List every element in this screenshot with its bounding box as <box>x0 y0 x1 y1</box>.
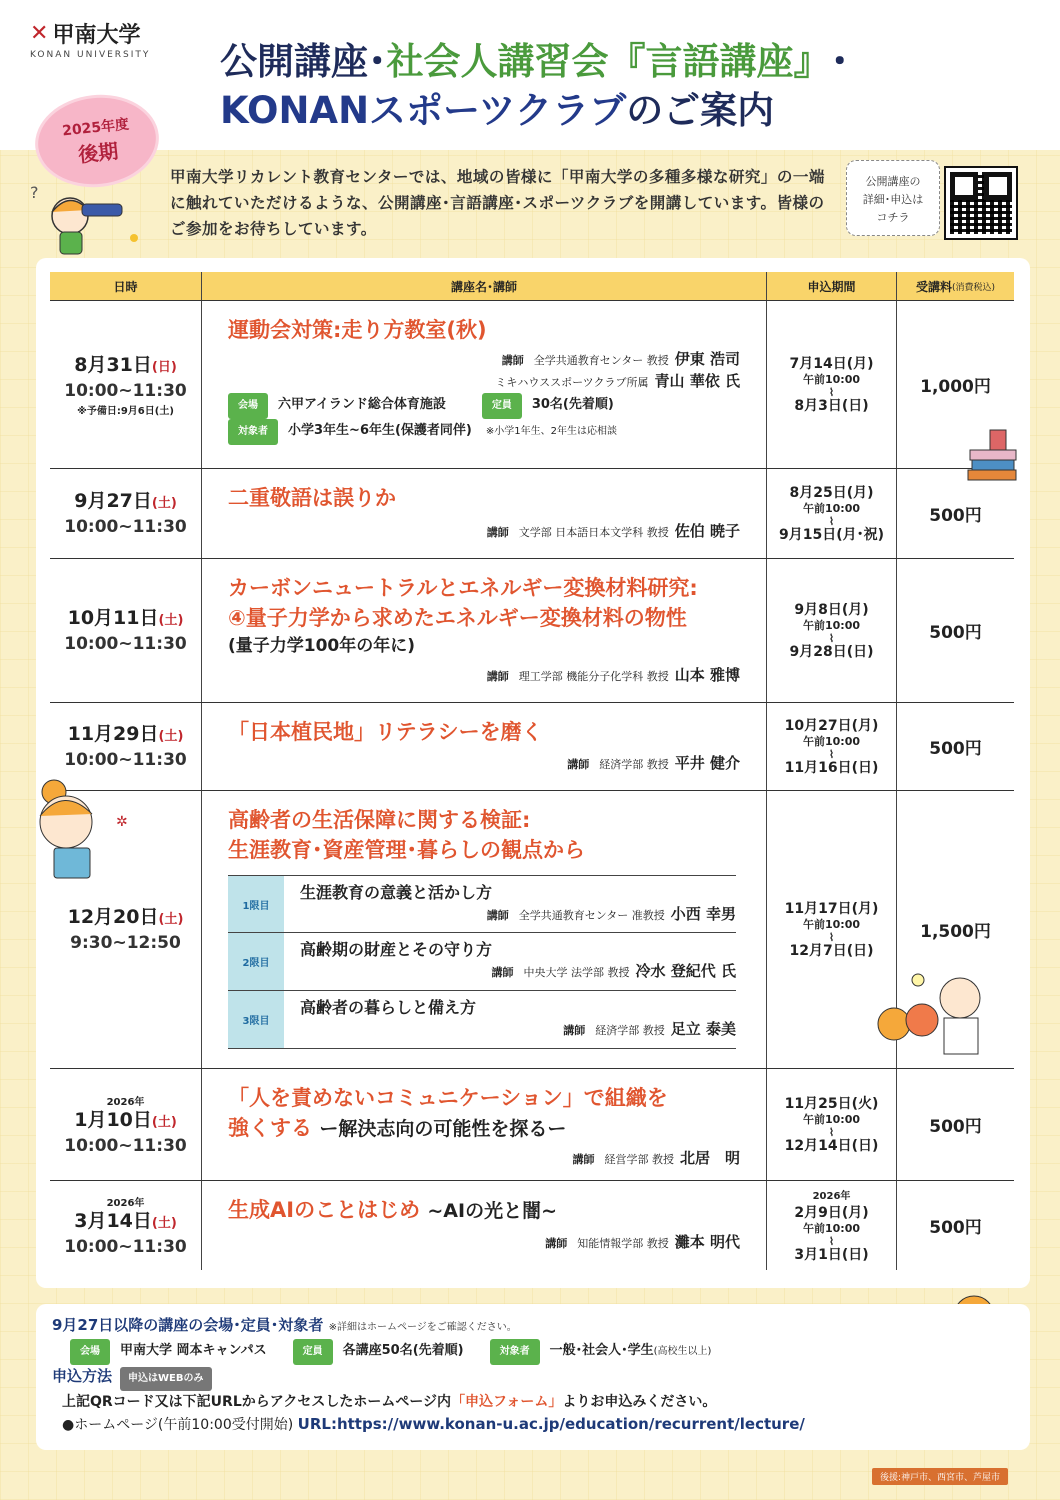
binocular-girl-illustration <box>30 176 150 256</box>
target-note: (高校生以上) <box>653 1346 712 1357</box>
teacher-and-students-illustration <box>870 968 990 1058</box>
time-text: 10:00~11:30 <box>64 1236 187 1257</box>
lecturer-affil: 経済学部 教授 <box>595 1024 665 1037</box>
lecturer-affil: 全学共通教育センター 准教授 <box>518 909 665 922</box>
period-end: 3月1日(日) <box>794 1246 869 1263</box>
header-fee-note: (消費税込) <box>951 282 996 293</box>
course-cell <box>202 1069 767 1180</box>
fee: 500円 <box>929 739 982 759</box>
intro-text: 甲南大学リカレント教育センターでは、地域の皆様に「甲南大学の多種多様な研究」の一端に触れていただけるような、公開講座･言語講座･スポーツクラブを開講しています。皆様のご参加をお待ちしています。 <box>170 168 825 238</box>
lecturer-line <box>300 961 736 983</box>
course-title: 二重敬語は誤りか <box>228 486 396 510</box>
course-title: 「人を責めないコミュニケーション」で組織を <box>228 1086 668 1110</box>
period-time: 午前10:00 <box>802 734 860 748</box>
schedule-panel <box>36 258 1030 1288</box>
title-part-b: 社会人講習会『言語講座』 <box>386 40 831 83</box>
apply-instructions <box>52 1391 1014 1413</box>
period-start: 2月9日(月) <box>794 1204 869 1221</box>
qr-code[interactable] <box>944 166 1018 240</box>
tilde-icon: ⌇ <box>828 1234 835 1248</box>
year-text: 2026年 <box>106 1096 145 1108</box>
venue-text: 甲南大学 岡本キャンパス <box>120 1343 267 1358</box>
lecturer-name-2: 青山 華依 氏 <box>654 372 740 390</box>
weekday: (土) <box>151 496 177 511</box>
session-label: 1限目 <box>228 876 284 932</box>
weekday: (土) <box>158 729 184 744</box>
session-list <box>228 875 736 1049</box>
time-text: 10:00~11:30 <box>64 750 187 770</box>
lecturer-label: 講師 <box>563 1024 586 1037</box>
session-body <box>284 933 736 990</box>
weekday: (土) <box>158 613 184 628</box>
spare-date: ※予備日:9月6日(土) <box>77 405 174 417</box>
fee: 500円 <box>929 1117 982 1137</box>
period-end: 11月16日(日) <box>784 759 879 776</box>
homepage-url-link[interactable]: URL:https://www.konan-u.ac.jp/education/recurrent/lecture/ <box>297 1415 805 1433</box>
venue-heading-note: ※詳細はホームページをご確認ください。 <box>328 1322 517 1333</box>
target-text: 一般･社会人･学生 <box>549 1343 654 1358</box>
row-date <box>50 469 202 558</box>
period-time: 午前10:00 <box>802 917 860 931</box>
qr-code-icon <box>950 172 1012 234</box>
fee: 1,500円 <box>920 922 991 942</box>
course-title-2: 生涯教育･資産管理･暮らしの観点から <box>228 838 585 862</box>
capacity-text: 各講座50名(先着順) <box>342 1343 464 1358</box>
lecturer-affil: 全学共通教育センター 教授 <box>533 354 669 367</box>
course-title: 高齢者の生活保障に関する検証: <box>228 808 531 832</box>
period-start: 11月17日(月) <box>784 900 879 917</box>
lecturer-line <box>228 349 766 371</box>
sponsor-label: 後援:神戸市、西宮市、芦屋市 <box>872 1468 1008 1485</box>
course-title: 「日本植民地」リテラシーを磨く <box>228 720 543 744</box>
course-title-2: 強くする <box>228 1116 312 1140</box>
row-date <box>50 301 202 468</box>
apply-period <box>767 1069 897 1180</box>
lecturer-line <box>300 1019 736 1041</box>
target-note: ※小学1年生、2年生は応相談 <box>485 426 617 437</box>
target-line <box>228 419 766 445</box>
tilde-icon: ⌇ <box>828 747 835 761</box>
target-tag: 対象者 <box>490 1339 540 1365</box>
badge-term: 後期 <box>77 138 120 167</box>
weekday: (土) <box>151 1114 177 1130</box>
lecturer-affil: 文学部 日本語日本文学科 教授 <box>518 526 669 539</box>
time-text: 10:00~11:30 <box>64 517 187 537</box>
course-cell <box>202 559 767 702</box>
tilde-icon: ⌇ <box>828 514 835 528</box>
venue-info-line <box>52 1339 1014 1365</box>
logo-sub: KONAN UNIVERSITY <box>30 50 151 60</box>
header-fee <box>897 272 1014 300</box>
period-start: 9月8日(月) <box>794 601 869 618</box>
venue-heading-text: 9月27日以降の講座の会場･定員･対象者 <box>52 1316 324 1334</box>
session-title: 高齢者の暮らしと備え方 <box>300 998 477 1017</box>
homepage-label: ●ホームページ(午前10:00受付開始) <box>62 1417 294 1433</box>
lecturer-name: 佐伯 暁子 <box>674 522 740 540</box>
period-time: 午前10:00 <box>802 372 860 386</box>
period-start: 8月25日(月) <box>789 484 874 501</box>
year-text: 2026年 <box>106 1197 145 1209</box>
venue-tag: 会場 <box>228 393 268 419</box>
title-part-c: ･ <box>830 40 849 83</box>
period-time: 午前10:00 <box>802 1221 860 1235</box>
course-cell <box>202 1181 767 1270</box>
session-title: 生涯教育の意義と活かし方 <box>300 883 493 902</box>
row-date <box>50 559 202 702</box>
weekday: (土) <box>151 1215 177 1231</box>
info-panel <box>36 1304 1030 1450</box>
apply-period <box>767 559 897 702</box>
course-title-tail: ー解決志向の可能性を探るー <box>319 1118 567 1140</box>
course-cell <box>202 469 767 558</box>
course-cell <box>202 703 767 790</box>
university-logo <box>30 18 150 60</box>
period-time: 午前10:00 <box>802 1112 860 1126</box>
qr-note <box>846 160 940 236</box>
apply-text-a: 上記QRコード又は下記URLからアクセスしたホームページ内 <box>62 1394 452 1410</box>
lecturer-line <box>228 1232 766 1254</box>
qr-note-line2: 詳細･申込は <box>862 193 924 206</box>
target-text: 小学3年生~6年生(保護者同伴) <box>288 423 472 438</box>
lecturer-affil: 経済学部 教授 <box>599 758 669 771</box>
qr-note-line3: コチラ <box>876 211 910 224</box>
table-header <box>50 272 1014 300</box>
session-row <box>228 933 736 991</box>
tilde-icon: ⌇ <box>828 631 835 645</box>
period-start: 10月27日(月) <box>784 717 879 734</box>
lecturer-affil: 中央大学 法学部 教授 <box>523 966 630 979</box>
header-fee-label: 受講料 <box>915 279 952 294</box>
period-year: 2026年 <box>812 1190 851 1202</box>
lecturer-name: 北居 明 <box>679 1149 740 1167</box>
apply-heading <box>52 1365 1014 1391</box>
lecturer-label: 講師 <box>545 1237 568 1250</box>
svg-text:?: ? <box>30 183 39 202</box>
title-part-a: 公開講座･ <box>220 40 387 83</box>
lecturer-label: 講師 <box>486 526 509 539</box>
weekday: (日) <box>151 359 177 375</box>
row-date <box>50 1181 202 1270</box>
logo-name: 甲南大学 <box>52 23 141 48</box>
venue-line <box>228 393 766 419</box>
lecturer-line <box>228 753 766 775</box>
svg-text:✲: ✲ <box>116 814 128 830</box>
fee: 1,000円 <box>920 377 991 397</box>
tilde-icon: ⌇ <box>828 1125 835 1139</box>
logo-mark-icon: ✕ <box>30 21 49 46</box>
capacity-text: 30名(先着順) <box>531 397 614 412</box>
course-cell <box>202 791 767 1068</box>
course-title: 生成AIのことはじめ <box>228 1198 421 1222</box>
table-row <box>50 1180 1014 1270</box>
period-end: 12月14日(日) <box>784 1137 879 1154</box>
apply-heading-text: 申込方法 <box>52 1367 113 1385</box>
period-end: 8月3日(日) <box>794 397 869 414</box>
header-date: 日時 <box>50 272 202 300</box>
table-row <box>50 702 1014 790</box>
lecturer-name: 灘本 明代 <box>674 1233 740 1251</box>
lecturer-affil: 経営学部 教授 <box>604 1153 674 1166</box>
table-row <box>50 468 1014 558</box>
lecturer-name: 足立 泰美 <box>670 1020 736 1038</box>
venue-tag: 会場 <box>70 1339 110 1365</box>
apply-text-c: よりお申込みください。 <box>562 1394 717 1410</box>
period-end: 9月28日(日) <box>789 643 874 660</box>
lecturer-name: 冷水 登紀代 氏 <box>635 962 736 980</box>
header-period: 申込期間 <box>767 272 897 300</box>
course-cell <box>202 301 767 468</box>
date-text: 3月14日 <box>74 1209 152 1232</box>
books-stack-illustration <box>960 420 1024 482</box>
lecturer-label: 講師 <box>486 909 509 922</box>
time-text: 10:00~11:30 <box>64 634 187 654</box>
course-subtitle: (量子力学100年の年に) <box>228 636 416 656</box>
venue-heading <box>52 1314 1014 1339</box>
fee: 500円 <box>929 1218 982 1238</box>
lecturer-line <box>300 904 736 926</box>
session-row <box>228 991 736 1049</box>
lecturer-affil-2: ミキハウススポーツクラブ所属 <box>495 376 649 389</box>
session-title: 高齢期の財産とその守り方 <box>300 940 493 959</box>
lecturer-label: 講師 <box>501 354 524 367</box>
apply-period <box>767 703 897 790</box>
weekday: (土) <box>158 912 184 927</box>
date-text: 11月29日 <box>67 723 159 745</box>
lecturer-line <box>228 665 766 687</box>
tilde-icon: ⌇ <box>828 930 835 944</box>
time-text: 9:30~12:50 <box>70 933 181 953</box>
course-title-tail: ~AIの光と闇~ <box>427 1200 558 1222</box>
lecturer-label: 講師 <box>491 966 514 979</box>
period-start: 7月14日(月) <box>789 355 874 372</box>
target-tag: 対象者 <box>228 419 278 445</box>
session-label: 2限目 <box>228 933 284 990</box>
lecturer-name: 小西 幸男 <box>670 905 736 923</box>
table-row <box>50 558 1014 702</box>
apply-form-link[interactable]: 「申込フォーム」 <box>451 1394 563 1410</box>
course-title: カーボンニュートラルとエネルギー変換材料研究: <box>228 576 698 600</box>
capacity-tag: 定員 <box>482 393 522 419</box>
title-part-e: のご案内 <box>626 89 775 132</box>
course-title: 運動会対策:走り方教室(秋) <box>228 318 487 342</box>
lecturer-line-2 <box>228 371 766 393</box>
date-text: 1月10日 <box>74 1108 152 1131</box>
date-text: 9月27日 <box>74 490 152 512</box>
lecturer-line <box>228 1148 766 1170</box>
time-text: 10:00~11:30 <box>64 380 187 401</box>
header-course: 講座名･講師 <box>202 272 767 300</box>
reading-girl-illustration <box>24 776 128 886</box>
page-title <box>220 38 849 136</box>
session-row <box>228 875 736 933</box>
date-text: 8月31日 <box>74 353 152 376</box>
apply-period <box>767 469 897 558</box>
period-end: 12月7日(日) <box>789 942 874 959</box>
lecturer-name: 山本 雅博 <box>674 666 740 684</box>
period-start: 11月25日(火) <box>784 1095 879 1112</box>
period-time: 午前10:00 <box>802 618 860 632</box>
fee: 500円 <box>929 506 982 526</box>
lecturer-label: 講師 <box>567 758 590 771</box>
table-row <box>50 1068 1014 1180</box>
time-text: 10:00~11:30 <box>64 1135 187 1156</box>
session-body <box>284 876 736 932</box>
web-only-badge: 申込はWEBのみ <box>120 1367 211 1391</box>
date-text: 10月11日 <box>67 607 159 629</box>
period-time: 午前10:00 <box>802 501 860 515</box>
lecturer-label: 講師 <box>572 1153 595 1166</box>
homepage-line <box>52 1413 1014 1436</box>
venue-text: 六甲アイランド総合体育施設 <box>278 397 446 412</box>
capacity-tag: 定員 <box>293 1339 333 1365</box>
apply-period <box>767 301 897 468</box>
lecturer-label: 講師 <box>486 670 509 683</box>
period-end: 9月15日(月･祝) <box>778 526 885 543</box>
title-part-d: KONANスポーツクラブ <box>220 89 627 132</box>
lecturer-name: 伊東 浩司 <box>674 350 740 368</box>
badge-year: 2025年度 <box>61 116 130 140</box>
date-text: 12月20日 <box>67 906 159 928</box>
lecturer-affil: 知能情報学部 教授 <box>577 1237 669 1250</box>
lecturer-line <box>228 521 766 543</box>
schedule-table <box>50 272 1014 1270</box>
fee: 500円 <box>929 623 982 643</box>
lecturer-name: 平井 健介 <box>674 754 740 772</box>
lecturer-affil: 理工学部 機能分子化学科 教授 <box>518 670 669 683</box>
apply-period <box>767 1181 897 1270</box>
course-title-2: ④量子力学から求めたエネルギー変換材料の物性 <box>228 606 687 630</box>
table-row <box>50 300 1014 468</box>
tilde-icon: ⌇ <box>828 385 835 399</box>
session-body <box>284 991 736 1048</box>
row-date <box>50 1069 202 1180</box>
session-label: 3限目 <box>228 991 284 1048</box>
qr-note-line1: 公開講座の <box>865 175 921 188</box>
